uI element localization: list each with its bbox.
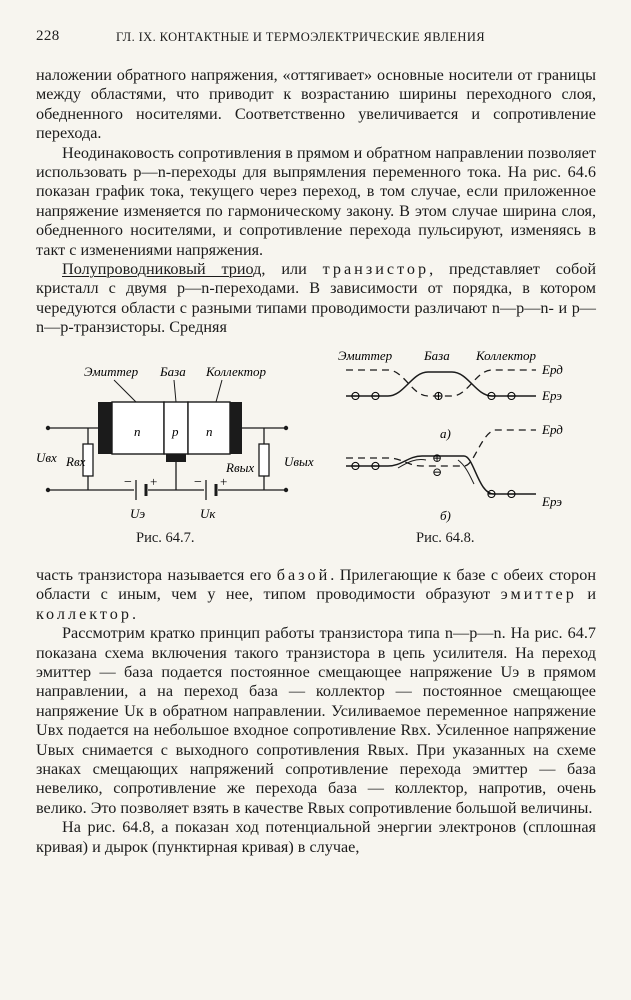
leader-emitter xyxy=(114,380,136,402)
running-title: ГЛ. IX. КОНТАКТНЫЕ И ТЕРМОЭЛЕКТРИЧЕСКИЕ ЯВЛЕНИЯ xyxy=(116,30,486,44)
page-number: 228 xyxy=(36,28,60,44)
terminal-in-bottom xyxy=(46,488,50,492)
term-triode: Полупроводниковый триод xyxy=(62,260,262,279)
label-base: База xyxy=(160,364,186,379)
region-n2-label: n xyxy=(206,424,213,439)
term-emitter: эмиттер xyxy=(500,585,577,604)
label-emitter: Эмиттер xyxy=(84,364,139,379)
p3-sep: , или xyxy=(261,260,323,279)
label-base-648: База xyxy=(424,348,450,363)
label-r-out: Rвых xyxy=(226,460,255,475)
arrow-b-1 xyxy=(398,459,426,468)
p3-rest: , представляет собой кристалл с двумя p—n-переходами. В зависимости от порядка, в котором чередуются области с разными типами проводимости различают n—p—n- и p—n—p-транзисторы. Средняя xyxy=(36,260,597,337)
p4-g: . xyxy=(131,604,137,623)
p4-e: и xyxy=(576,585,596,604)
resistor-output xyxy=(259,444,269,476)
paragraph-5: Рассмотрим кратко принцип работы транзистора типа n—p—n. На рис. 64.7 показана схема включения такого транзистора в цепь усилителя. На переход эмиттер — база подается постоянное смещающее напряжение Uэ в прямом направлении, а на переход база — коллектор — постоянное смещающее напряжение Uк в обратном направлении. Усиливаемое переменное напряжение Uвх подается на небольшое входное сопротивление Rвх. Усиленное напряжение Uвых снимается с выходного сопротивления Rвых. При указанных на схеме знаках смещающих напряжений сопротивление перехода эмиттер — база невелико, сопротивление же перехода база — коллектор, напротив, очень велико. Это позволяет взять в качестве Rвых сопротивление большой величины. xyxy=(36,624,596,817)
collector-contact xyxy=(230,402,242,454)
label-ere-a: Ерэ xyxy=(542,388,563,403)
label-collector: Коллектор xyxy=(206,364,267,379)
electron-b-1: ⊖ xyxy=(350,458,361,473)
label-u-k: Uк xyxy=(200,506,216,521)
term-transistor: транзистор xyxy=(322,260,430,279)
figure-64-7-circuit xyxy=(36,358,326,530)
paragraph-2: Неодинаковость сопротивления в прямом и обратном направлении позволяет использовать p—n-переходы для выпрямления переменного тока. На рис. 64.6 показан график тока, текущего через переход, в том случае, если приложенное напряжение изменяется по гармоническому закону. В этом случае ширина слоя, обедненного носителями, и сопротивление перехода пульсируют, изменяясь в такт с изменениями напряжения. xyxy=(36,143,596,259)
running-header xyxy=(36,28,596,48)
battery-k-minus: − xyxy=(194,475,202,490)
caption-fig-64-8: Рис. 64.8. xyxy=(416,530,475,546)
label-u-in: Uвх xyxy=(36,450,57,465)
electron-a-2: ⊖ xyxy=(370,388,381,403)
electron-b-4: ⊖ xyxy=(486,486,497,501)
battery-k-plus: + xyxy=(220,474,228,489)
paragraph-1: наложении обратного напряжения, «оттягивает» основные носители от границы между областями, что приводит к возрастанию ширины переходного слоя, обедненного носителями. Соответственно увеличивается и сопротивление перехода. xyxy=(36,66,596,143)
label-ere-b: Ерэ xyxy=(542,494,563,509)
p4-c: . Прилегающие к базе с обеих сторон области с иным, чем у нее, типом проводимости образуют xyxy=(36,566,596,604)
sublabel-a: а) xyxy=(440,426,451,441)
label-collector-648: Коллектор xyxy=(476,348,537,363)
label-emitter-648: Эмиттер xyxy=(338,348,393,363)
label-erd-b: Ерд xyxy=(542,422,563,437)
figure-64-8-energy-diagram xyxy=(336,344,598,534)
electron-a-1: ⊖ xyxy=(350,388,361,403)
emitter-contact xyxy=(98,402,112,454)
p4-a: часть транзистора называется его xyxy=(36,566,277,584)
electron-b-3: ⊖ xyxy=(432,465,443,479)
paragraph-3 xyxy=(36,260,596,338)
battery-e-minus: − xyxy=(124,475,132,490)
bottom-text-block xyxy=(36,566,596,857)
base-contact xyxy=(166,454,186,462)
terminal-out-bottom xyxy=(284,488,288,492)
electron-a-4: ⊖ xyxy=(506,388,517,403)
label-u-out: Uвых xyxy=(284,454,314,469)
caption-fig-64-7: Рис. 64.7. xyxy=(136,530,195,546)
sublabel-b: б) xyxy=(440,508,451,523)
hole-b-1: ⊕ xyxy=(432,451,443,465)
terminal-out-top xyxy=(284,426,288,430)
term-base: базой xyxy=(276,566,331,584)
term-collector: коллектор xyxy=(36,604,132,623)
leader-base xyxy=(174,380,176,402)
terminal-in-top xyxy=(46,426,50,430)
label-u-e: Uэ xyxy=(130,506,146,521)
leader-collector xyxy=(216,380,222,402)
electron-b-2: ⊖ xyxy=(370,458,381,473)
electron-a-3: ⊖ xyxy=(486,388,497,403)
hole-a-1: ⊕ xyxy=(433,388,444,403)
region-p-label: p xyxy=(172,424,179,439)
label-erd-a: Ерд xyxy=(542,362,563,377)
top-text-block xyxy=(36,66,596,338)
paragraph-6: На рис. 64.8, а показан ход потенциальной энергии электронов (сплошная кривая) и дырок (пунктирная кривая) в случае, xyxy=(36,818,596,856)
label-r-in: Rвх xyxy=(66,454,86,469)
battery-e-plus: + xyxy=(150,474,158,489)
region-n1-label: n xyxy=(134,424,141,439)
paragraph-4 xyxy=(36,566,596,624)
electron-b-5: ⊖ xyxy=(506,486,517,501)
